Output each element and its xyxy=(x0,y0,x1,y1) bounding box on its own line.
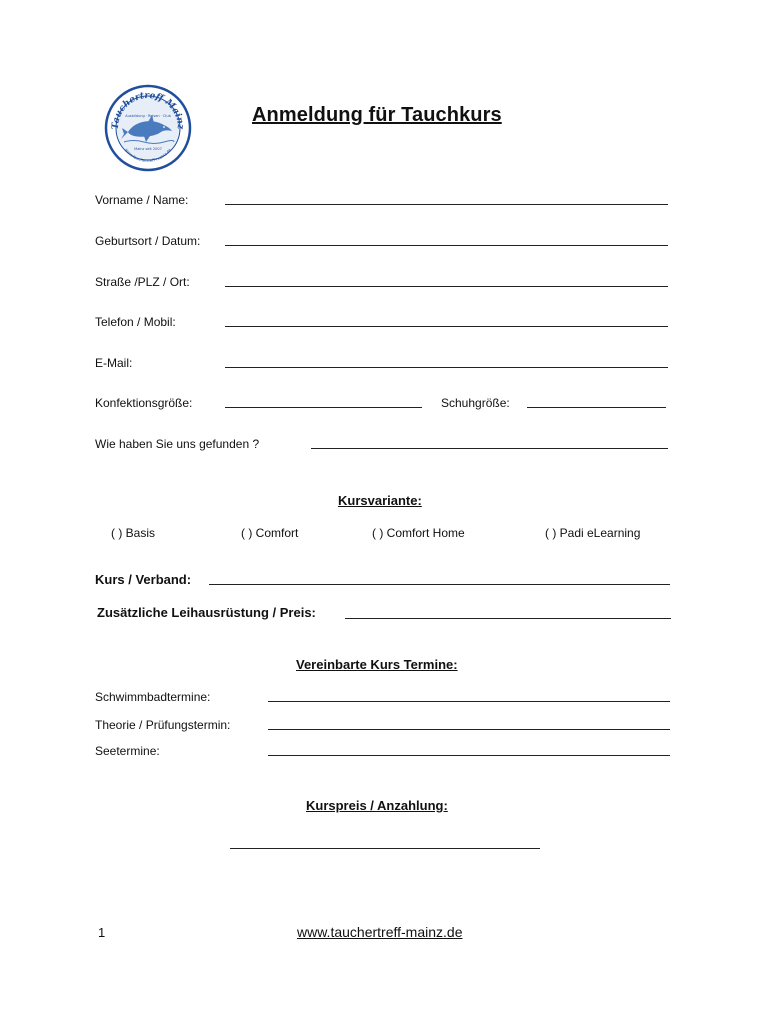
option-comfort[interactable]: ( ) Comfort xyxy=(241,526,299,540)
association-label: Kurs / Verband: xyxy=(95,572,192,587)
pool-dates-label: Schwimmbadtermine: xyxy=(95,690,211,704)
logo-top-text: Tauchertreff Mainz xyxy=(110,90,186,130)
shoe-size-label: Schuhgröße: xyxy=(441,396,510,410)
pool-dates-field[interactable] xyxy=(268,701,670,702)
clothing-size-label: Konfektionsgröße: xyxy=(95,396,193,410)
name-field[interactable] xyxy=(225,204,668,205)
page-number: 1 xyxy=(98,925,106,940)
option-basis[interactable]: ( ) Basis xyxy=(111,526,156,540)
lake-dates-label: Seetermine: xyxy=(95,744,160,758)
rental-equipment-field[interactable] xyxy=(345,618,671,619)
referral-field[interactable] xyxy=(311,448,668,449)
price-field[interactable] xyxy=(230,848,540,849)
association-field[interactable] xyxy=(209,584,670,585)
theory-exam-field[interactable] xyxy=(268,729,670,730)
price-heading: Kurspreis / Anzahlung: xyxy=(306,798,448,813)
phone-label: Telefon / Mobil: xyxy=(95,315,176,329)
dates-heading: Vereinbarte Kurs Termine: xyxy=(296,657,458,672)
course-variant-heading: Kursvariante: xyxy=(338,493,422,508)
email-field[interactable] xyxy=(225,367,668,368)
rental-equipment-label: Zusätzliche Leihausrüstung / Preis: xyxy=(97,605,316,620)
theory-exam-label: Theorie / Prüfungstermin: xyxy=(95,718,231,732)
address-label: Straße /PLZ / Ort: xyxy=(95,275,190,289)
clothing-size-field[interactable] xyxy=(225,407,422,408)
form-title: Anmeldung für Tauchkurs xyxy=(252,104,502,126)
logo-small-text: Ausbildung · Reisen · Club xyxy=(125,114,171,118)
website-link[interactable]: www.tauchertreff-mainz.de xyxy=(297,924,463,940)
email-label: E-Mail: xyxy=(95,356,133,370)
referral-label: Wie haben Sie uns gefunden ? xyxy=(95,437,260,451)
birth-label: Geburtsort / Datum: xyxy=(95,234,201,248)
club-logo-image xyxy=(104,84,192,172)
phone-field[interactable] xyxy=(225,326,668,327)
logo-url-text: www.tauchertreff-mainz.de xyxy=(124,147,172,164)
address-field[interactable] xyxy=(225,286,668,287)
logo-since-text: Mainz seit 2007 xyxy=(134,147,162,151)
shoe-size-field[interactable] xyxy=(527,407,666,408)
option-comfort-home[interactable]: ( ) Comfort Home xyxy=(372,526,465,540)
option-padi-elearning[interactable]: ( ) Padi eLearning xyxy=(545,526,641,540)
name-label: Vorname / Name: xyxy=(95,193,189,207)
lake-dates-field[interactable] xyxy=(268,755,670,756)
birth-field[interactable] xyxy=(225,245,668,246)
club-logo xyxy=(104,84,192,172)
